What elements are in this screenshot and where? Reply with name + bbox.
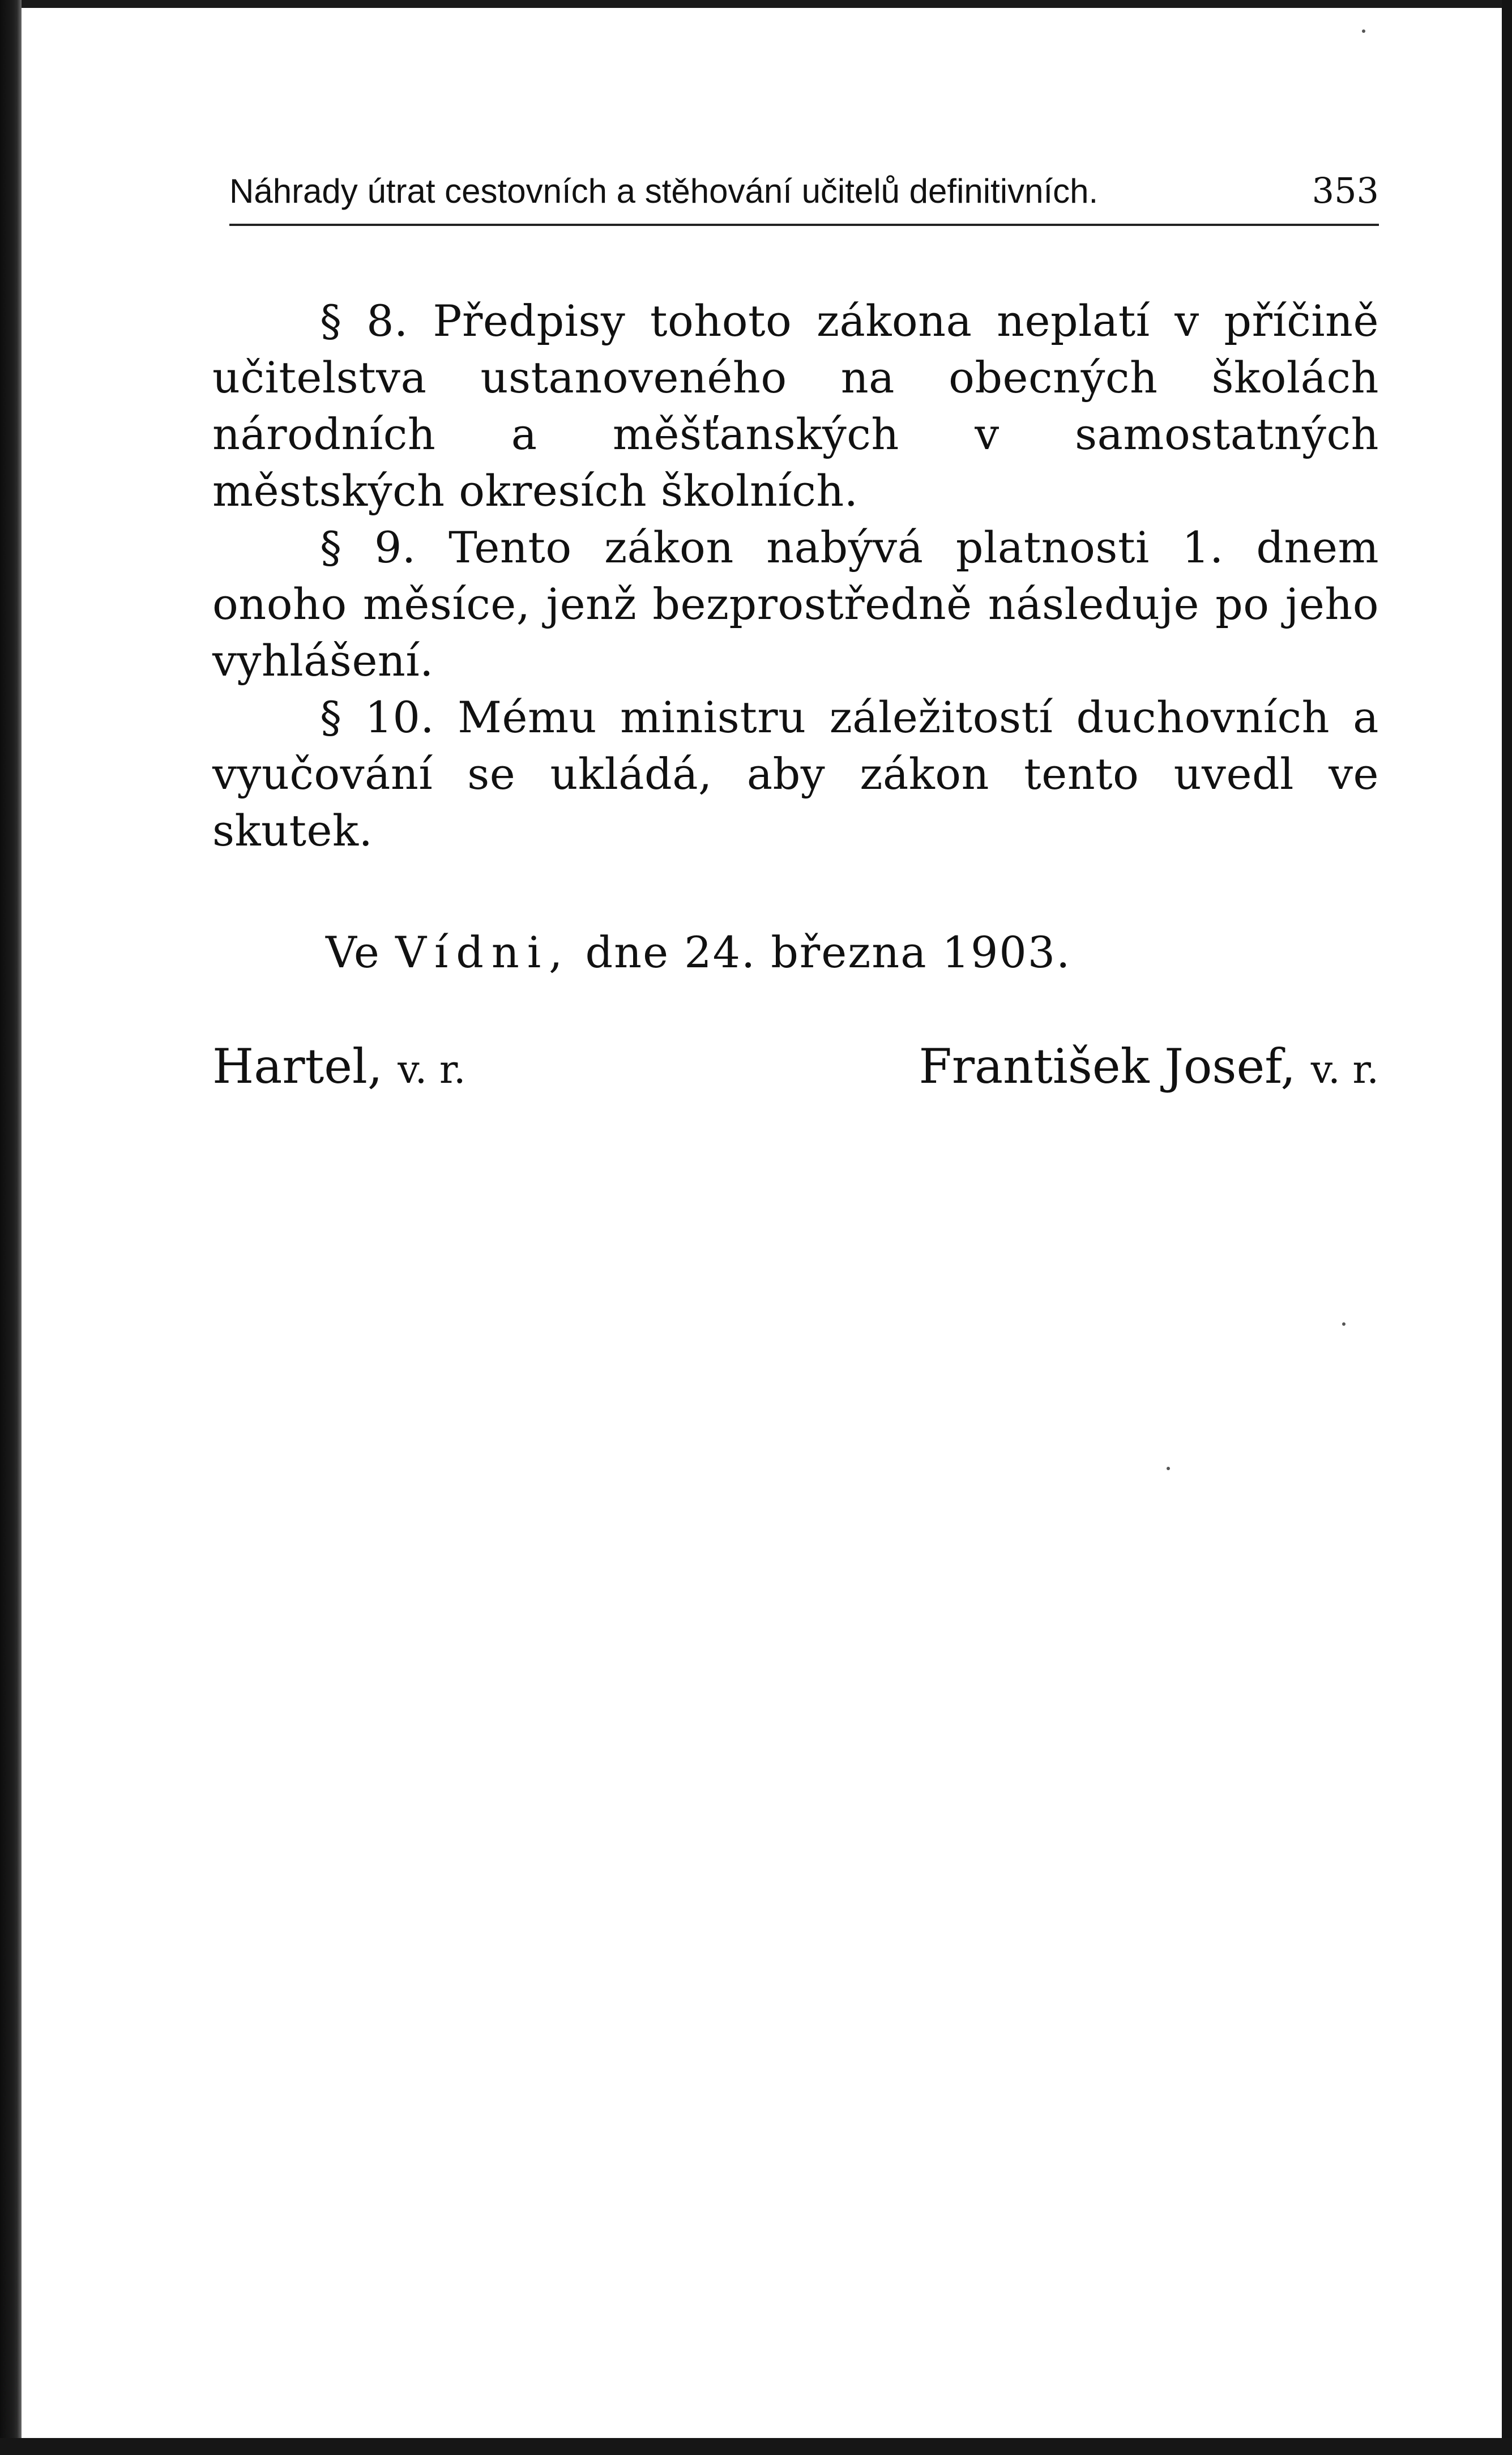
scan-speck xyxy=(1167,1467,1170,1470)
scan-border-right xyxy=(1502,0,1512,2455)
scan-speck xyxy=(1342,1322,1346,1326)
paragraph-text: Mému ministru záležitostí duchovních a vyučování se ukládá, aby zákon tento uvedl ve skutek. xyxy=(212,692,1379,856)
signature-left xyxy=(212,1039,465,1094)
signature-left-name: Hartel, xyxy=(212,1039,383,1094)
running-title: Náhrady útrat cestovních a stěhování učitelů definitivních. xyxy=(229,172,1099,210)
signature-right-name: František Josef, xyxy=(919,1039,1296,1094)
date-prefix: Ve xyxy=(326,927,381,977)
section-mark: § 10. xyxy=(320,692,435,742)
page-number: 353 xyxy=(1312,170,1379,211)
scan-border-bottom xyxy=(0,2438,1512,2455)
paragraph-text: Předpisy tohoto zákona neplatí v příčině učitelstva ustanoveného na obecných školách národních a měšťanských v samostatných městských okresích školních. xyxy=(212,296,1379,516)
signature-left-suffix: v. r. xyxy=(398,1048,466,1092)
statute-text xyxy=(212,293,1379,859)
signature-right-suffix: v. r. xyxy=(1310,1048,1379,1092)
scan-border-top xyxy=(0,0,1512,8)
signature-block xyxy=(212,1039,1379,1094)
document-page xyxy=(212,170,1379,1094)
running-header xyxy=(229,170,1379,226)
date-place: Vídni, xyxy=(395,927,571,977)
date-place-line xyxy=(326,927,1379,977)
paragraph-text: Tento zákon nabývá platnosti 1. dnem onoho měsíce, jenž bezprostředně následuje po jeho vyhlášení. xyxy=(212,522,1379,686)
paragraph-section-10 xyxy=(212,689,1379,859)
scan-border-left xyxy=(0,0,22,2455)
section-mark: § 9. xyxy=(320,522,416,573)
paragraph-section-9 xyxy=(212,519,1379,689)
date-rest: dne 24. března 1903. xyxy=(585,927,1071,977)
signature-right xyxy=(919,1039,1379,1094)
scan-speck xyxy=(1362,29,1365,33)
section-mark: § 8. xyxy=(320,296,408,346)
paragraph-section-8 xyxy=(212,293,1379,519)
